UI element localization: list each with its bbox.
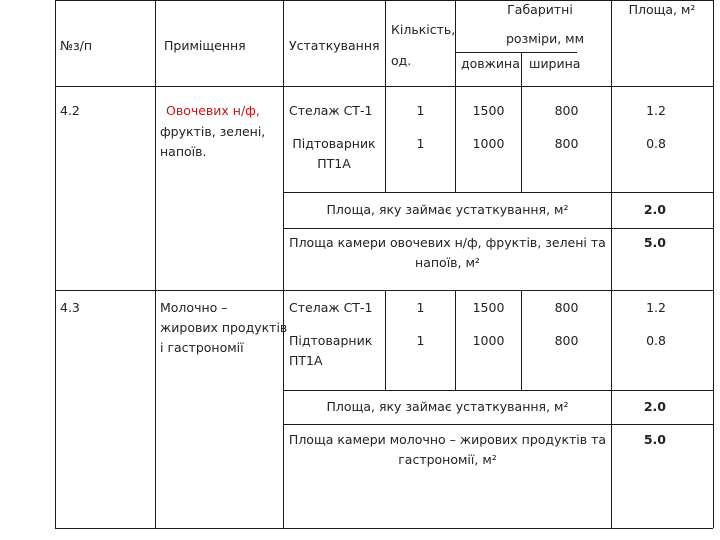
- equipment-width: 800: [554, 333, 579, 348]
- equipment-qty: 1: [416, 300, 425, 315]
- summary-room-area-value: 5.0: [643, 432, 666, 447]
- header-dims-line1: Габаритні: [507, 2, 573, 17]
- equipment-area: 1.2: [646, 103, 666, 118]
- header-area: Площа, м²: [628, 2, 696, 17]
- rule-header-bottom: [55, 86, 713, 87]
- summary-room-area-line2: напоїв, м²: [415, 255, 480, 270]
- equipment-length: 1000: [472, 136, 505, 151]
- rule-sec1-eq-bottom: [283, 192, 713, 193]
- equipment-width: 800: [554, 136, 579, 151]
- rule-qty-len-header: [455, 0, 456, 86]
- equipment-name-line2: ПТ1А: [289, 353, 323, 368]
- rule-dims-sub: [455, 52, 577, 53]
- header-equipment: Устаткування: [289, 38, 380, 53]
- section-num: 4.3: [60, 300, 80, 315]
- equipment-width: 800: [554, 300, 579, 315]
- section-num: 4.2: [60, 103, 80, 118]
- rule-num-room: [155, 0, 156, 528]
- room-name-line1: Овочевих н/ф,: [166, 103, 260, 118]
- summary-room-area-line1: Площа камери молочно – жирових продуктів та: [288, 432, 607, 447]
- rule-sec2-eq-bottom: [283, 390, 713, 391]
- equipment-name: Стелаж СТ-1: [289, 300, 373, 315]
- equipment-area: 0.8: [646, 333, 666, 348]
- header-num: №з/п: [60, 38, 93, 53]
- summary-room-area-line2: гастрономії, м²: [398, 452, 497, 467]
- header-room: Приміщення: [164, 38, 246, 53]
- header-dims-line2: розміри, мм: [506, 31, 584, 46]
- rule-left: [55, 0, 56, 528]
- equipment-qty: 1: [416, 136, 425, 151]
- rule-right: [713, 0, 714, 528]
- room-name-line3: і гастрономії: [160, 340, 244, 355]
- header-qty-line2: од.: [391, 53, 412, 68]
- summary-equipment-area-value: 2.0: [643, 399, 666, 414]
- rule-sec2-sum1-bottom: [283, 424, 713, 425]
- equipment-qty: 1: [416, 333, 425, 348]
- equipment-name-line2: ПТ1А: [317, 156, 351, 171]
- rule-sec1-bottom: [55, 290, 713, 291]
- equipment-area: 0.8: [646, 136, 666, 151]
- summary-equipment-area-label: Площа, яку займає устаткування, м²: [326, 399, 569, 414]
- room-name-line2: фруктів, зелені,: [160, 124, 266, 139]
- equipment-length: 1500: [472, 300, 505, 315]
- room-name-line3: напоїв.: [160, 144, 207, 159]
- rule-eq-qty-header: [385, 0, 386, 86]
- equipment-length: 1000: [472, 333, 505, 348]
- header-length: довжина: [461, 56, 520, 71]
- rule-sec1-sum1-bottom: [283, 228, 713, 229]
- rule-len-wid-header: [521, 52, 522, 86]
- header-qty-line1: Кількість,: [391, 22, 456, 37]
- equipment-qty: 1: [416, 103, 425, 118]
- summary-room-area-value: 5.0: [643, 235, 666, 250]
- room-name-line2: жирових продуктів: [160, 320, 288, 335]
- room-name-line1: Молочно –: [160, 300, 228, 315]
- equipment-width: 800: [554, 103, 579, 118]
- summary-equipment-area-value: 2.0: [643, 202, 666, 217]
- equipment-area: 1.2: [646, 300, 666, 315]
- equipment-name-line1: Підтоварник: [292, 136, 376, 151]
- equipment-length: 1500: [472, 103, 505, 118]
- equipment-name: Стелаж СТ-1: [289, 103, 373, 118]
- summary-room-area-line1: Площа камери овочевих н/ф, фруктів, зелені та: [289, 235, 606, 250]
- equipment-name-line1: Підтоварник: [289, 333, 373, 348]
- rule-sec2-bottom: [55, 528, 713, 529]
- summary-equipment-area-label: Площа, яку займає устаткування, м²: [326, 202, 569, 217]
- header-width: ширина: [529, 56, 581, 71]
